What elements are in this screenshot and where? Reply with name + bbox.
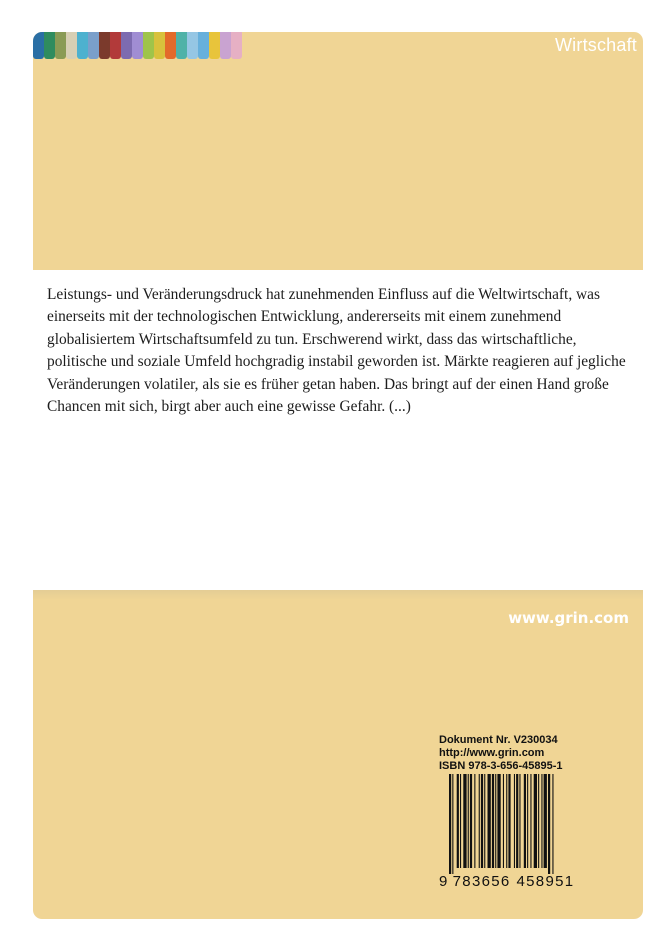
color-stripe [198,32,209,59]
barcode-bar [492,774,494,868]
color-stripe [143,32,154,59]
document-url: http://www.grin.com [439,747,545,759]
barcode-bar [481,774,483,868]
color-stripe [88,32,99,59]
barcode-bar [470,774,472,868]
blurb-panel [33,270,643,590]
barcode-bar [538,774,539,868]
barcode-bar [497,774,500,868]
color-stripe [77,32,88,59]
barcode-bar [457,774,459,868]
color-stripe [154,32,165,59]
barcode [439,774,595,890]
barcode-bars [439,774,595,874]
barcode-bar [463,774,466,868]
document-number: Dokument Nr. V230034 [439,734,558,746]
barcode-digit-first: 9 [439,873,449,890]
color-stripe [132,32,143,59]
color-stripe [176,32,187,59]
barcode-bar [468,774,469,868]
color-stripe [231,32,242,59]
barcode-bar [503,774,504,868]
color-stripe [187,32,198,59]
barcode-bar [460,774,461,868]
barcode-bar [506,774,507,868]
barcode-bar [524,774,526,868]
barcode-bar [534,774,537,868]
barcode-bar [514,774,515,868]
barcode-bar [479,774,480,868]
color-stripe [55,32,66,59]
panel-shadow [33,590,643,600]
document-info [439,734,563,773]
barcode-bar [508,774,510,868]
color-stripe [220,32,231,59]
barcode-bar [527,774,528,868]
barcode-bar [552,774,553,874]
isbn-number: ISBN 978-3-656-45895-1 [439,760,563,772]
color-stripe [33,32,44,59]
barcode-bar [530,774,531,868]
barcode-bar [484,774,485,868]
barcode-bar [516,774,518,868]
barcode-bar [541,774,542,868]
color-stripe [44,32,55,59]
barcode-bar [474,774,475,868]
barcode-bar [452,774,453,874]
barcode-digits-left: 783656 [452,873,511,890]
color-stripe-bar [33,32,242,59]
barcode-bar [548,774,550,874]
publisher-website: www.grin.com [508,609,629,627]
color-stripe [66,32,77,59]
color-stripe [165,32,176,59]
color-stripe [99,32,110,59]
barcode-digits [439,873,595,890]
category-label: Wirtschaft [554,35,637,55]
barcode-bar [449,774,451,874]
barcode-digits-right: 458951 [516,873,575,890]
barcode-bar [495,774,496,868]
color-stripe [110,32,121,59]
barcode-bar [488,774,491,868]
barcode-bar [544,774,547,868]
color-stripe [121,32,132,59]
book-blurb: Leistungs- und Veränderungsdruck hat zunehmenden Einfluss auf die Weltwirtschaft, was einerseits mit der technologischen Entwicklung, andererseits mit einem zunehmend globalisiertem Wirtschaftsumfeld zu tun. Erschwerend wirkt, dass das wirtschaftliche, politische und soziale Umfeld hochgradig instabil geworden ist. Märkte reagieren auf jegliche Veränderungen volatiler, als sie es früher getan haben. Das bringt auf der einen Hand große Chancen mit sich, birgt aber auch eine gewisse Gefahr. (...) [47,286,626,416]
barcode-bar [519,774,520,868]
color-stripe [209,32,220,59]
